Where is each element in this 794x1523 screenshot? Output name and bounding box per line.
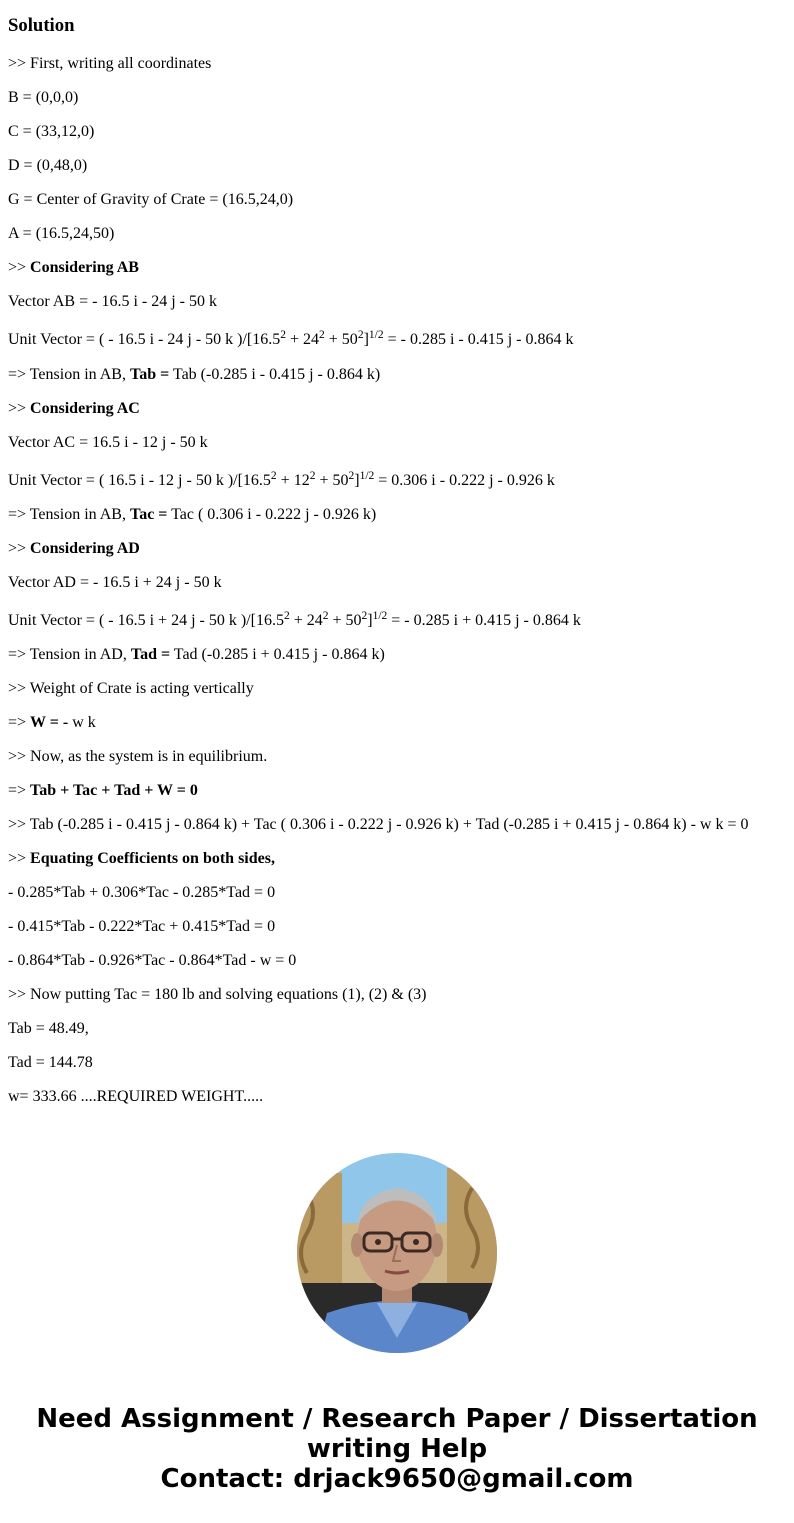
tension-ad: => Tension in AD, Tad = Tad (-0.285 i + 0.415 j - 0.864 k)	[8, 646, 385, 663]
intro-line: >> First, writing all coordinates	[8, 55, 212, 72]
avatar	[297, 1153, 497, 1353]
cta-contact-email[interactable]: Contact: drjack9650@gmail.com	[160, 1464, 634, 1494]
unit-vector-ab: Unit Vector = ( - 16.5 i - 24 j - 50 k )$/[16.5^2 + 24^2 + 50^2]^{1/2}$ = - 0.285 i - 0.415 j - 0.864 k	[8, 329, 574, 348]
heading-ab: >> Considering AB	[8, 259, 139, 276]
result-weight: w= 333.66 ....REQUIRED WEIGHT.....	[8, 1088, 264, 1105]
tension-ab: => Tension in AB, Tab = Tab (-0.285 i - 0.415 j - 0.864 k)	[8, 366, 381, 383]
expanded-equation: >> Tab (-0.285 i - 0.415 j - 0.864 k) + Tac ( 0.306 i - 0.222 j - 0.926 k) + Tad (-0.285 i + 0.415 j - 0.864 k) - w k = 0	[8, 816, 749, 833]
contact-banner	[0, 1404, 794, 1494]
cta-line-2: writing Help	[306, 1434, 488, 1464]
coord-g: G = Center of Gravity of Crate = (16.5,24,0)	[8, 191, 294, 208]
tension-ac: => Tension in AB, Tac = Tac ( 0.306 i - 0.222 j - 0.926 k)	[8, 506, 377, 523]
equation-2: - 0.415*Tab - 0.222*Tac + 0.415*Tad = 0	[8, 918, 276, 935]
equilibrium-equation: => Tab + Tac + Tad + W = 0	[8, 782, 198, 799]
cta-line-1: Need Assignment / Research Paper / Dissertation	[36, 1404, 758, 1434]
coord-d: D = (0,48,0)	[8, 157, 88, 174]
result-tab: Tab = 48.49,	[8, 1020, 89, 1037]
vector-ad: Vector AD = - 16.5 i + 24 j - 50 k	[8, 574, 222, 591]
vector-ac: Vector AC = 16.5 i - 12 j - 50 k	[8, 434, 208, 451]
coefficients-heading: >> Equating Coefficients on both sides,	[8, 850, 275, 867]
coord-a: A = (16.5,24,50)	[8, 225, 115, 242]
solve-note: >> Now putting Tac = 180 lb and solving equations (1), (2) & (3)	[8, 986, 427, 1003]
equilibrium-note: >> Now, as the system is in equilibrium.	[8, 748, 268, 765]
weight-vector: => W = - w k	[8, 714, 96, 731]
avatar-portrait	[297, 1153, 497, 1353]
solution-title: Solution	[8, 15, 75, 36]
coord-c: C = (33,12,0)	[8, 123, 95, 140]
coord-b: B = (0,0,0)	[8, 89, 79, 106]
result-tad: Tad = 144.78	[8, 1054, 93, 1071]
weight-note: >> Weight of Crate is acting vertically	[8, 680, 254, 697]
equation-1: - 0.285*Tab + 0.306*Tac - 0.285*Tad = 0	[8, 884, 276, 901]
unit-vector-ac: Unit Vector = ( 16.5 i - 12 j - 50 k )$/[16.5^2 + 12^2 + 50^2]^{1/2} = 0.306$ i - 0.222 j - 0.926 k	[8, 470, 555, 489]
equation-3: - 0.864*Tab - 0.926*Tac - 0.864*Tad - w = 0	[8, 952, 297, 969]
heading-ad: >> Considering AD	[8, 540, 140, 557]
vector-ab: Vector AB = - 16.5 i - 24 j - 50 k	[8, 293, 217, 310]
unit-vector-ad: Unit Vector = ( - 16.5 i + 24 j - 50 k )$/[16.5^2 + 24^2 + 50^2]^{1/2}$ = - 0.285 i + 0.415 j - 0.864 k	[8, 610, 581, 629]
heading-ac: >> Considering AC	[8, 400, 140, 417]
